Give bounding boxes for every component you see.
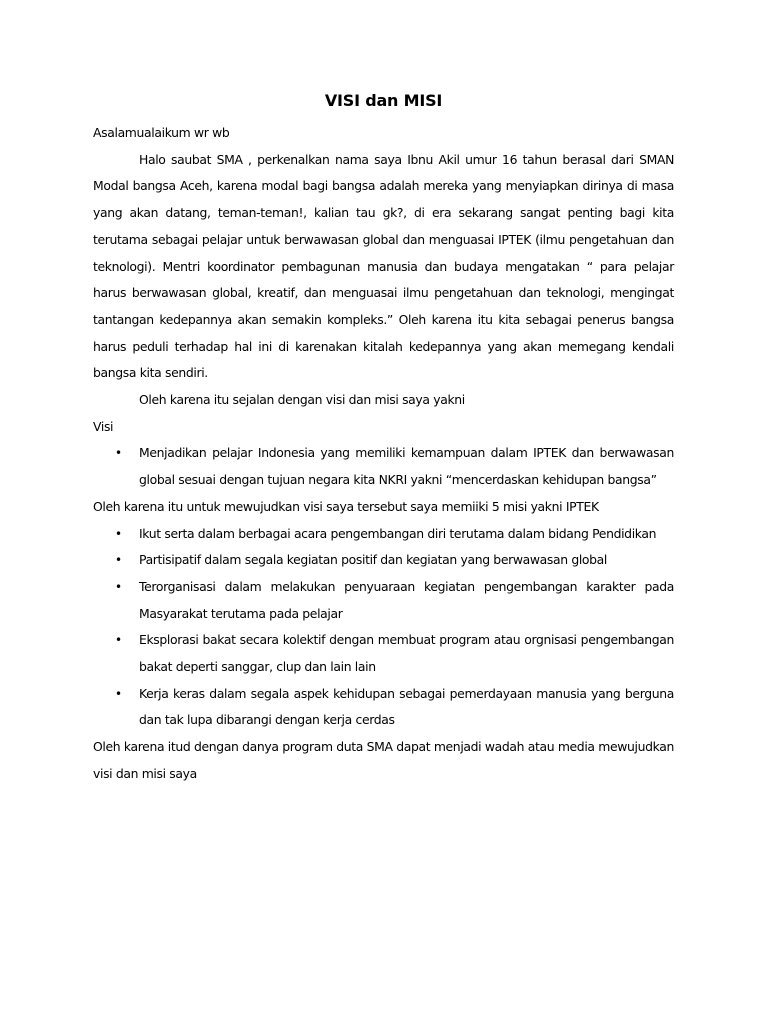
misi-list-item (93, 627, 674, 680)
visi-heading: Visi (93, 418, 114, 434)
misi-list-item (93, 574, 674, 627)
transition-paragraph: Oleh karena itu sejalan dengan visi dan misi saya yakni (139, 392, 465, 408)
bullet-icon: • (115, 553, 122, 568)
bullet-icon: • (115, 526, 122, 541)
visi-list-item (93, 440, 674, 493)
greeting-line: Asalamualaikum wr wb (93, 125, 230, 140)
misi-item-text: Terorganisasi dalam melakukan penyuaraan kegiatan pengembangan karakter pada Masyarakat terutama pada pelajar (139, 578, 674, 621)
visi-list (93, 440, 674, 493)
bullet-icon: • (115, 686, 122, 701)
bullet-icon: • (115, 446, 122, 461)
closing-paragraph: Oleh karena itud dengan danya program duta SMA dapat menjadi wadah atau media mewujudkan visi dan misi saya (93, 739, 674, 781)
misi-list-item (93, 521, 674, 548)
visi-item-text: Menjadikan pelajar Indonesia yang memiliki kemampuan dalam IPTEK dan berwawasan global sesuai dengan tujuan negara kita NKRI yakni “mencerdaskan kehidupan bangsa” (139, 445, 674, 488)
misi-item-text: Ikut serta dalam berbagai acara pengembangan diri terutama dalam bidang Pendidikan (139, 525, 657, 541)
misi-list-item (93, 681, 674, 734)
misi-list-item (93, 547, 674, 574)
document-body (93, 86, 674, 788)
misi-list (93, 521, 674, 735)
bullet-icon: • (115, 579, 122, 594)
misi-item-text: Partisipatif dalam segala kegiatan positif dan kegiatan yang berwawasan global (139, 552, 608, 568)
document-title: VISI dan MISI (324, 91, 443, 110)
misi-intro: Oleh karena itu untuk mewujudkan visi saya tersebut saya memiiki 5 misi yakni IPTEK (93, 498, 599, 514)
intro-paragraph: Halo saubat SMA , perkenalkan nama saya Ibnu Akil umur 16 tahun berasal dari SMAN Modal bangsa Aceh, karena modal bagi bangsa adalah mereka yang menyiapkan dirinya di masa yang akan datang, teman-teman!, kalian tau gk?, di era sekarang sangat penting bagi kita terutama sebagai pelajar untuk berwawasan global dan menguasai IPTEK (ilmu pengetahuan dan teknologi). Mentri koordinator pembagunan manusia dan budaya mengatakan “ para pelajar harus berwawasan global, kreatif, dan menguasai ilmu pengetahuan dan teknologi, mengingat tantangan kedepannya akan semakin kompleks.” Oleh karena itu kita sebagai penerus bangsa harus peduli terhadap hal ini di karenakan kitalah kedepannya yang akan memegang kendali bangsa kita sendiri. (93, 151, 674, 381)
misi-item-text: Eksplorasi bakat secara kolektif dengan membuat program atau orgnisasi pengembangan bakat deperti sanggar, clup dan lain lain (139, 632, 674, 675)
misi-item-text: Kerja keras dalam segala aspek kehidupan sebagai pemerdayaan manusia yang berguna dan tak lupa dibarangi dengan kerja cerdas (139, 685, 674, 728)
bullet-icon: • (115, 633, 122, 648)
